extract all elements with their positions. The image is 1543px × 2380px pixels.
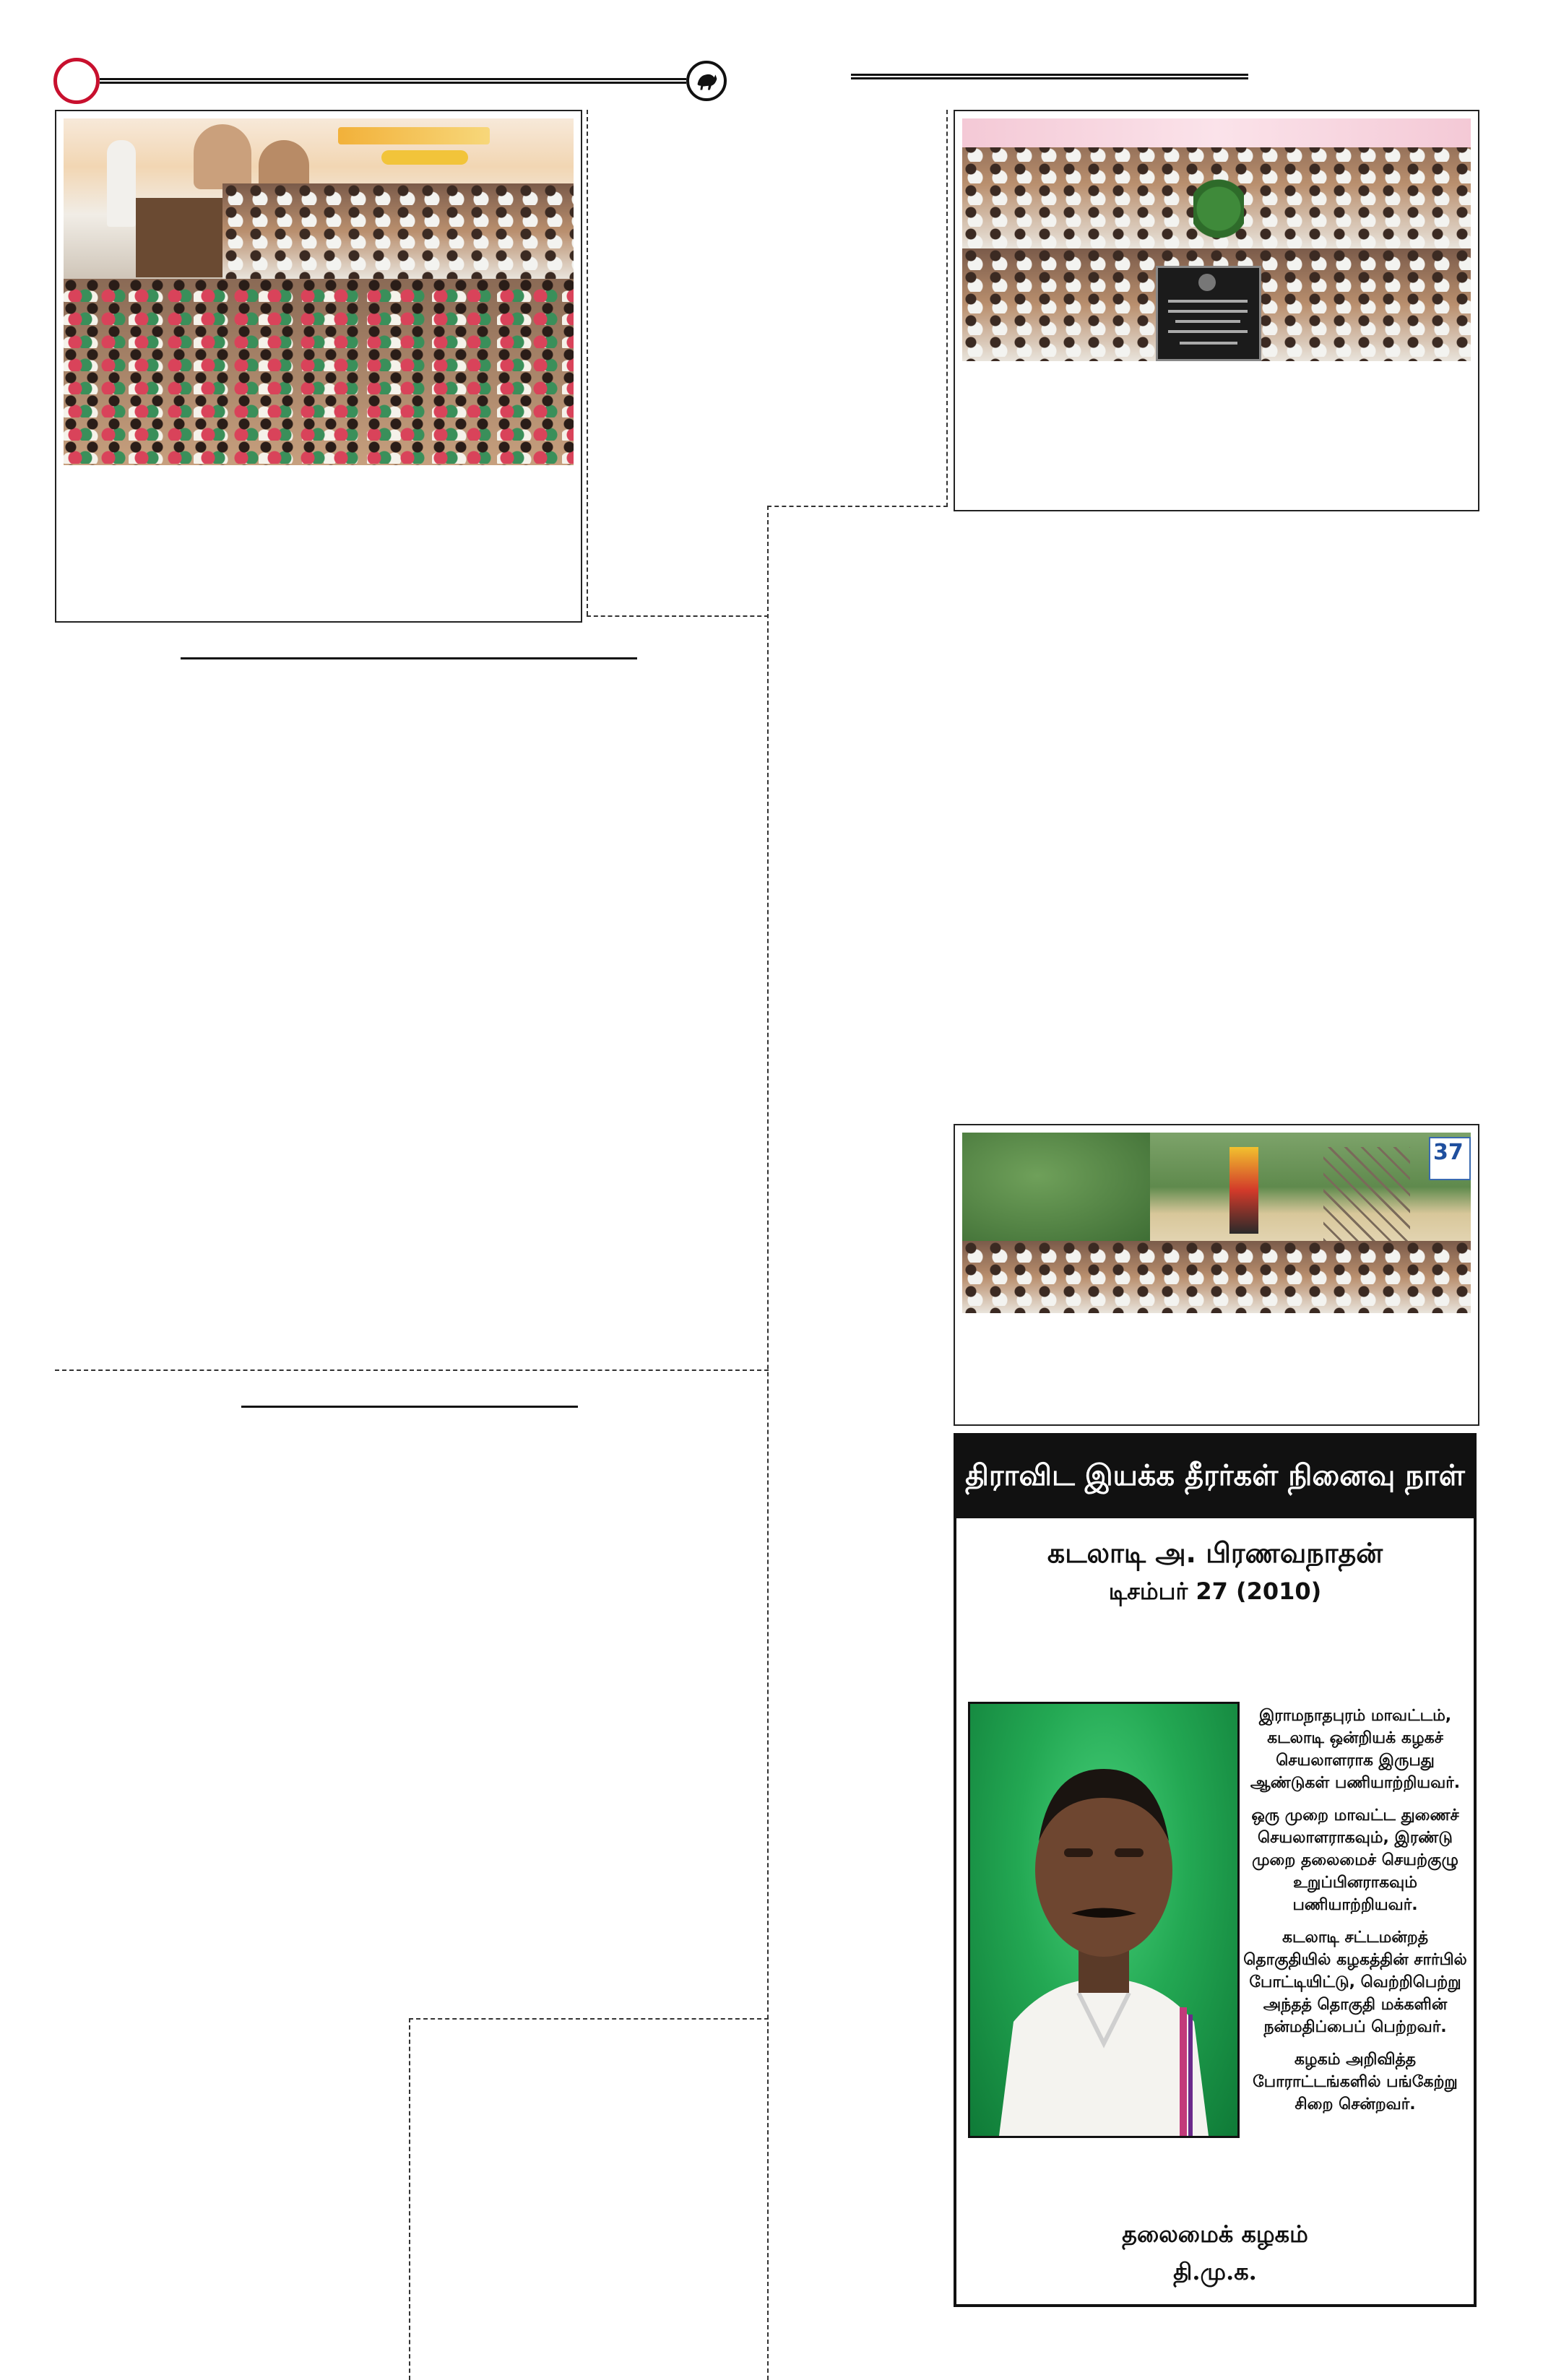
garlanded-statue — [1229, 1147, 1258, 1234]
page-number-circle — [53, 58, 100, 104]
header-rule-left — [100, 78, 686, 84]
audience-photo — [64, 279, 574, 465]
headline-rule — [241, 1406, 578, 1408]
statue-tribute-photo — [962, 1133, 1471, 1313]
dashed-divider — [587, 615, 769, 617]
tribute-crowd — [962, 1241, 1471, 1313]
plaque-line — [1180, 342, 1237, 345]
leader-portrait — [194, 124, 251, 189]
memorial-notice — [954, 1433, 1477, 2307]
dashed-divider — [409, 2018, 410, 2380]
memorial-header: திராவிட இயக்க தீரர்கள் நினைவு நாள் — [956, 1436, 1474, 1518]
dashed-divider — [946, 110, 948, 507]
tower-structure — [1323, 1147, 1410, 1241]
memorial-name: கடலாடி அ. பிரணவநாதன் — [1047, 1537, 1383, 1569]
dashed-divider — [767, 506, 948, 507]
plaque-line — [1168, 300, 1248, 303]
bio-paragraph: இராமநாதபுரம் மாவட்டம், கடலாடி ஒன்றியக் கழகச் செயலாளராக இருபது ஆண்டுகள் பணியாற்றியவர். — [1250, 1707, 1461, 1792]
headline-rule — [181, 657, 637, 659]
memorial-footer-party: தி.மு.க. — [1173, 2258, 1257, 2285]
speaker-figure — [107, 140, 136, 227]
photo-backdrop — [962, 118, 1471, 147]
stage-guests — [222, 183, 574, 279]
dashed-divider — [409, 2018, 769, 2020]
podium — [136, 198, 222, 277]
bio-paragraph: ஒரு முறை மாவட்ட துணைச் செயலாளராகவும், இரண்டு முறை தலைமைச் செயற்குழு உறுப்பினராகவும் பணியாற்றியவர். — [1251, 1806, 1459, 1914]
bio-paragraph: கடலாடி சட்டமன்றத் தொகுதியில் கழகத்தின் சார்பில் போட்டியிட்டு, வெற்றிபெற்று அந்தத் தொகுதி மக்களின் நன்மதிப்பைப் பெற்றவர். — [1243, 1929, 1467, 2036]
sapling — [1193, 176, 1244, 241]
photo-box-plaque — [954, 110, 1479, 511]
party-emblem-icon — [686, 61, 727, 101]
plaque-photo — [962, 248, 1471, 361]
bio-paragraph: கழகம் அறிவித்த போராட்டங்களில் பங்கேற்று சிறை சென்றவர். — [1253, 2051, 1458, 2113]
photo-box-statue — [954, 1124, 1479, 1426]
stage-photo — [64, 118, 574, 279]
dashed-divider — [767, 506, 769, 2380]
tree-planting-photo — [962, 118, 1471, 248]
stage-banner-small — [381, 150, 468, 165]
plaque-line — [1175, 320, 1240, 323]
memorial-date: டிசம்பர் 27 (2010) — [1108, 1578, 1322, 1605]
badge-number: 37 — [1433, 1140, 1464, 1165]
photo-box-meeting — [55, 110, 582, 623]
memorial-bio — [1242, 1705, 1468, 2116]
plaque-seal-icon — [1198, 274, 1216, 291]
trees — [962, 1133, 1150, 1241]
portrait-figure-icon — [970, 1704, 1237, 2136]
number-badge — [1429, 1137, 1471, 1180]
foundation-plaque — [1156, 266, 1261, 361]
stage-banner — [338, 127, 490, 144]
plaque-line — [1168, 310, 1248, 313]
memorial-footer-org: தலைமைக் கழகம் — [1122, 2220, 1308, 2248]
dashed-divider — [55, 1369, 769, 1371]
memorial-portrait — [968, 1702, 1240, 2138]
dashed-divider — [587, 110, 588, 615]
header-rule-right — [851, 74, 1248, 79]
plaque-line — [1168, 330, 1248, 333]
